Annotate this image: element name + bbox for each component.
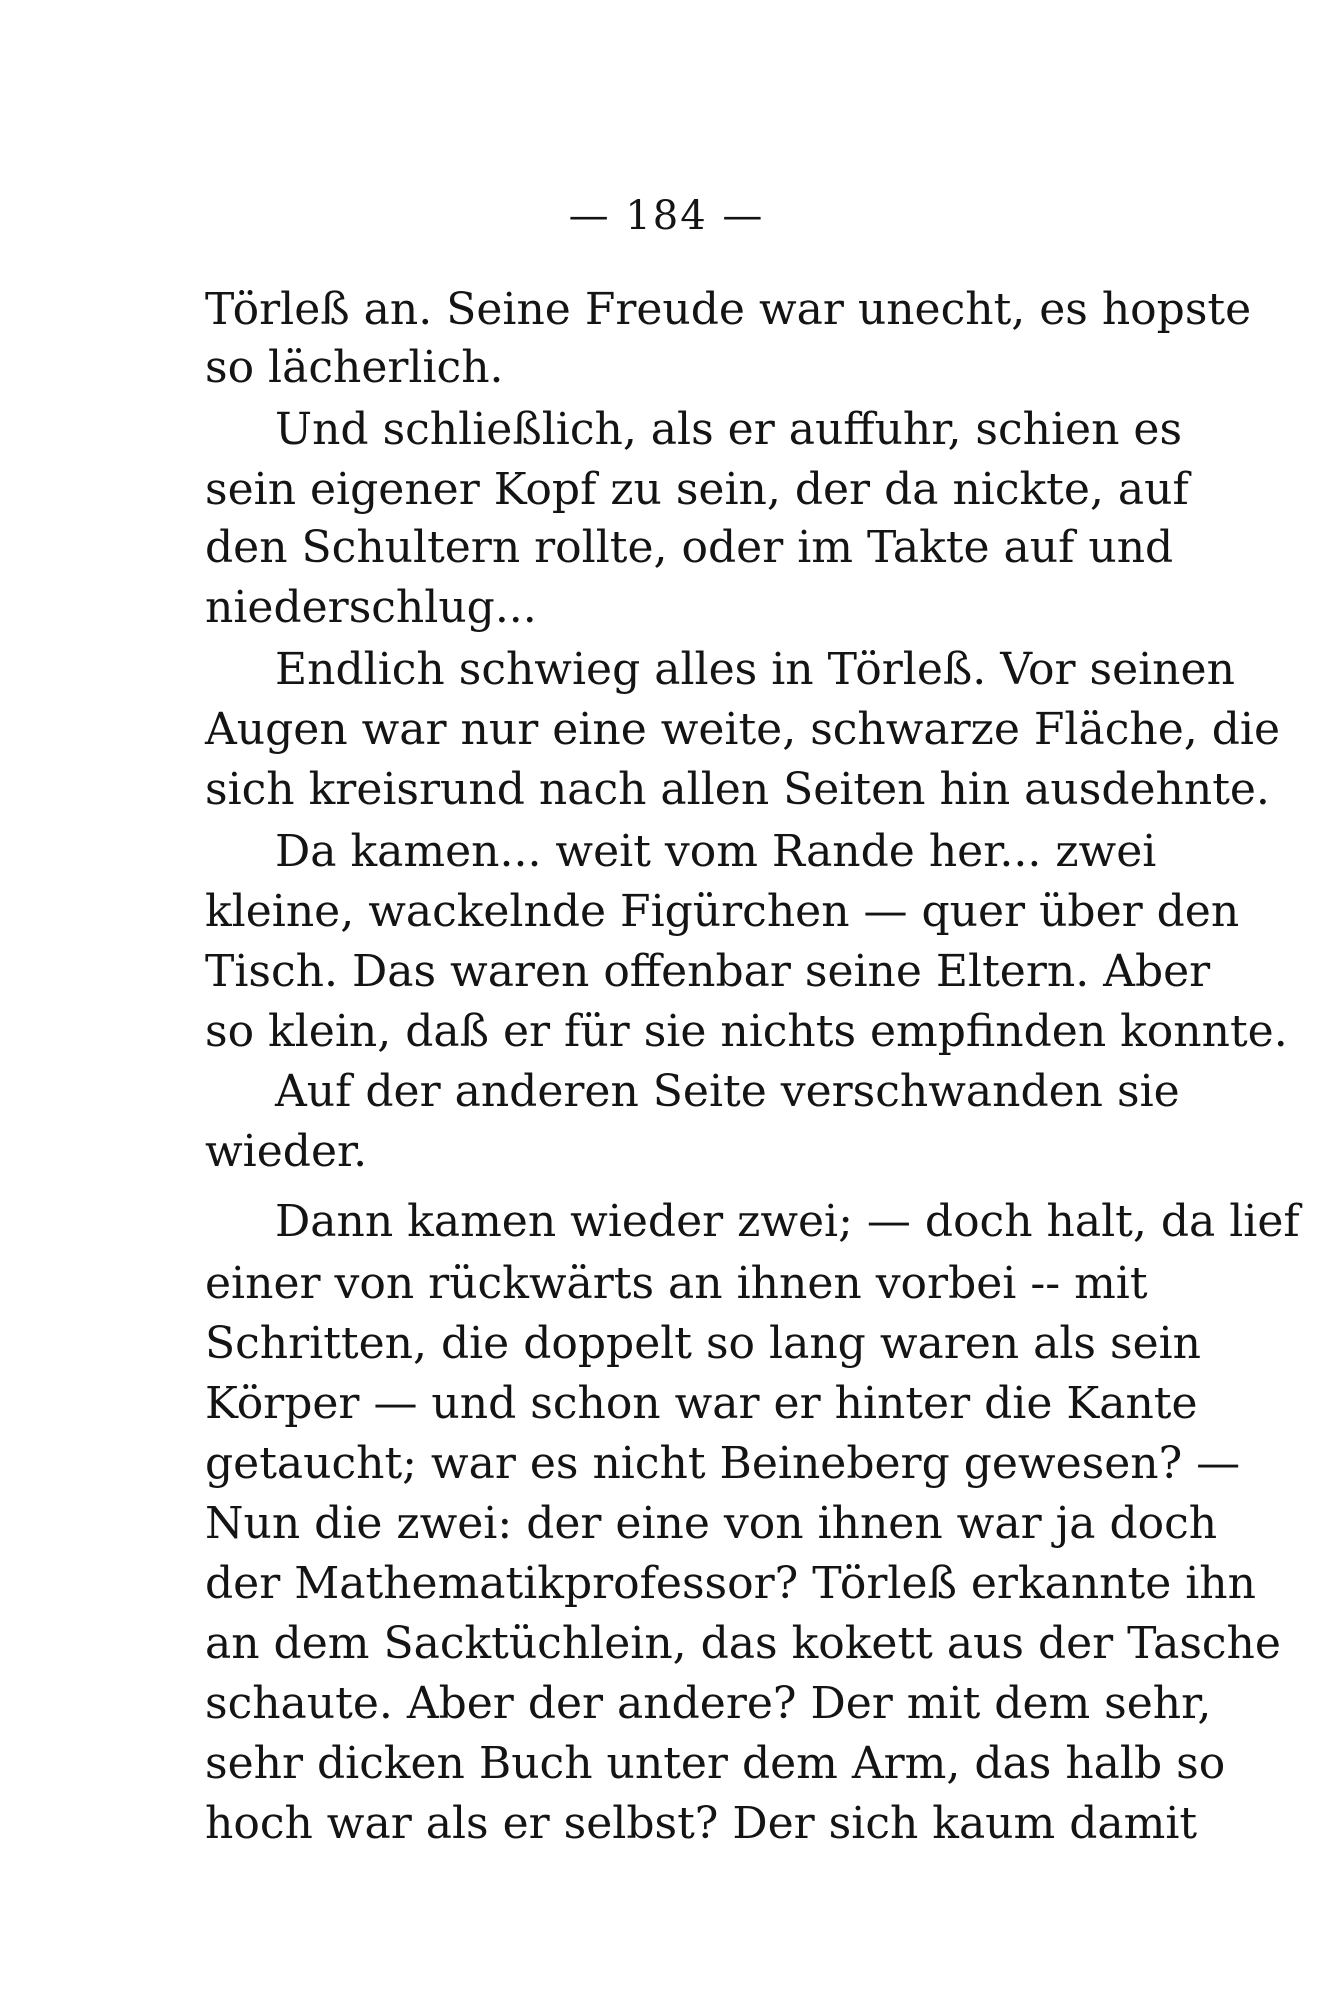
text-line: einer von rückwärts an ihnen vorbei -- mit (205, 1258, 1148, 1309)
text-line: Auf der anderen Seite verschwanden sie (275, 1066, 1180, 1117)
text-line: Augen war nur eine weite, schwarze Fläche, die (205, 704, 1280, 755)
text-line: der Mathematikprofessor? Törleß erkannte ihn (205, 1558, 1256, 1609)
text-line: sich kreisrund nach allen Seiten hin ausdehnte. (205, 764, 1270, 815)
text-line: Dann kamen wieder zwei; — doch halt, da lief (275, 1196, 1300, 1247)
text-line: Schritten, die doppelt so lang waren als sein (205, 1318, 1202, 1369)
text-line: Nun die zwei: der eine von ihnen war ja doch (205, 1498, 1218, 1549)
text-line: kleine, wackelnde Figürchen — quer über den (205, 886, 1240, 937)
text-line: Da kamen... weit vom Rande her... zwei (275, 826, 1157, 877)
text-line: sehr dicken Buch unter dem Arm, das halb so (205, 1738, 1226, 1789)
text-line: den Schultern rollte, oder im Takte auf und (205, 522, 1174, 573)
text-line: Endlich schwieg alles in Törleß. Vor seinen (275, 644, 1235, 695)
text-line: so lächerlich. (205, 342, 504, 393)
text-line: schaute. Aber der andere? Der mit dem sehr, (205, 1678, 1212, 1729)
text-line: wieder. (205, 1126, 368, 1177)
text-line: Törleß an. Seine Freude war unecht, es hopste (205, 284, 1252, 335)
text-line: so klein, daß er für sie nichts empfinden konnte. (205, 1006, 1288, 1057)
text-line: niederschlug... (205, 582, 537, 633)
page-number: — 184 — (568, 193, 765, 239)
text-line: Und schließlich, als er auffuhr, schien es (275, 404, 1183, 455)
text-line: an dem Sacktüchlein, das kokett aus der Tasche (205, 1618, 1281, 1669)
text-line: sein eigener Kopf zu sein, der da nickte, auf (205, 464, 1189, 515)
text-line: hoch war als er selbst? Der sich kaum damit (205, 1798, 1198, 1849)
text-line: Tisch. Das waren offenbar seine Eltern. Aber (205, 946, 1211, 997)
text-line: getaucht; war es nicht Beineberg gewesen? — (205, 1438, 1241, 1489)
text-line: Körper — und schon war er hinter die Kante (205, 1378, 1198, 1429)
